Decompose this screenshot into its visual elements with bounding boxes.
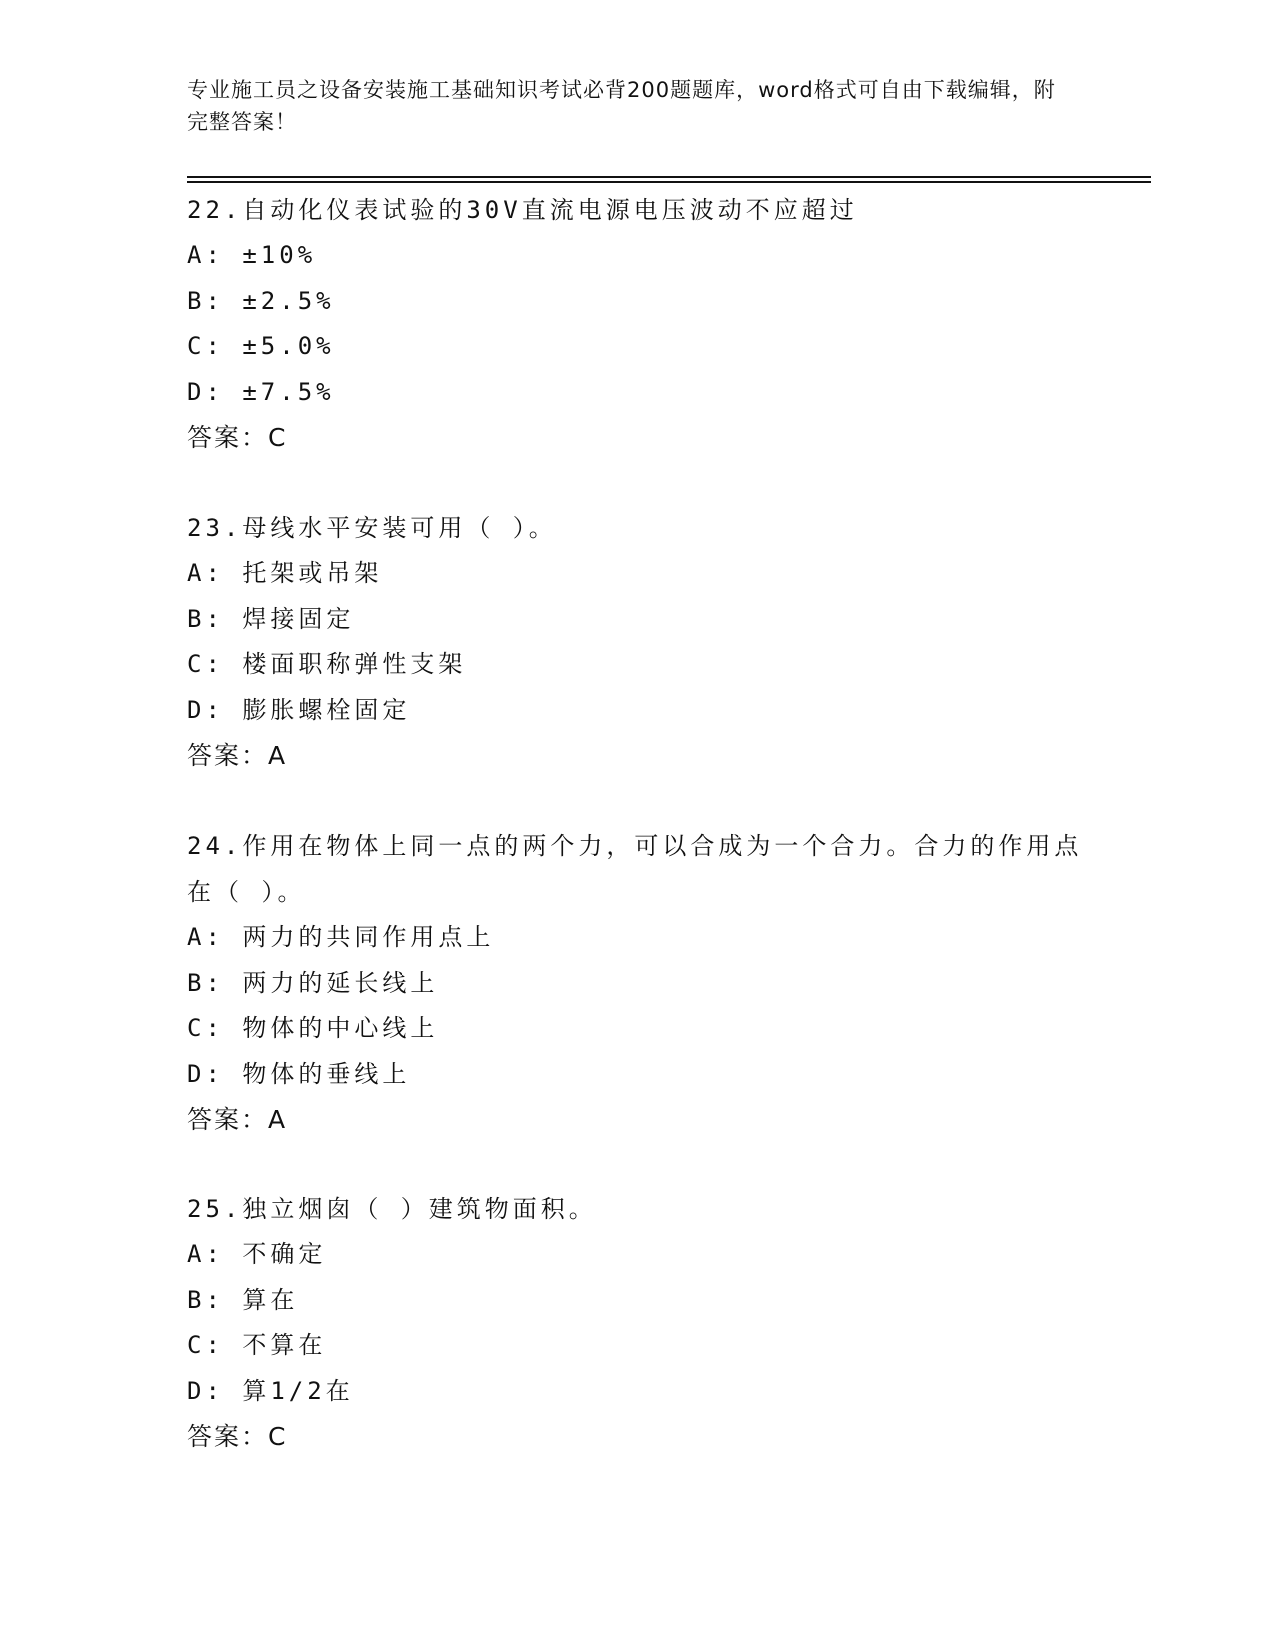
document-header: 专业施工员之设备安装施工基础知识考试必背200题题库，word格式可自由下载编辑，附完整答案！ <box>187 78 1056 134</box>
header-divider-top <box>187 176 1151 178</box>
option-a: A: ±10% <box>187 241 317 269</box>
option-d: D: 膨胀螺栓固定 <box>187 695 411 724</box>
answer-line: 答案：C <box>187 423 288 452</box>
answer-line: 答案：A <box>187 1105 288 1134</box>
question-24 <box>187 823 1087 1143</box>
answer-line: 答案：C <box>187 1422 288 1451</box>
option-d: D: 算1/2在 <box>187 1376 354 1405</box>
option-b: B: ±2.5% <box>187 286 335 315</box>
option-a: A: 托架或吊架 <box>187 559 383 587</box>
question-title: 24.作用在物体上同一点的两个力，可以合成为一个合力。合力的作用点在（ ）。 <box>187 832 1083 906</box>
option-c: C: 不算在 <box>187 1331 327 1359</box>
header-divider-bottom <box>187 181 1151 183</box>
question-25 <box>187 1186 1087 1460</box>
option-c: C: ±5.0% <box>187 332 335 360</box>
option-b: B: 焊接固定 <box>187 604 355 633</box>
question-23 <box>187 505 1087 779</box>
option-a: A: 两力的共同作用点上 <box>187 923 495 951</box>
option-b: B: 两力的延长线上 <box>187 968 439 997</box>
option-c: C: 物体的中心线上 <box>187 1014 439 1042</box>
option-b: B: 算在 <box>187 1285 299 1314</box>
option-a: A: 不确定 <box>187 1240 327 1268</box>
question-title: 23.母线水平安装可用（ ）。 <box>187 514 557 542</box>
answer-line: 答案：A <box>187 741 288 770</box>
question-22 <box>187 187 1087 461</box>
option-d: D: ±7.5% <box>187 377 335 406</box>
question-title: 22.自动化仪表试验的30V直流电源电压波动不应超过 <box>187 196 858 224</box>
option-d: D: 物体的垂线上 <box>187 1059 411 1088</box>
question-title: 25.独立烟囱（ ）建筑物面积。 <box>187 1195 597 1223</box>
option-c: C: 楼面职称弹性支架 <box>187 650 467 678</box>
